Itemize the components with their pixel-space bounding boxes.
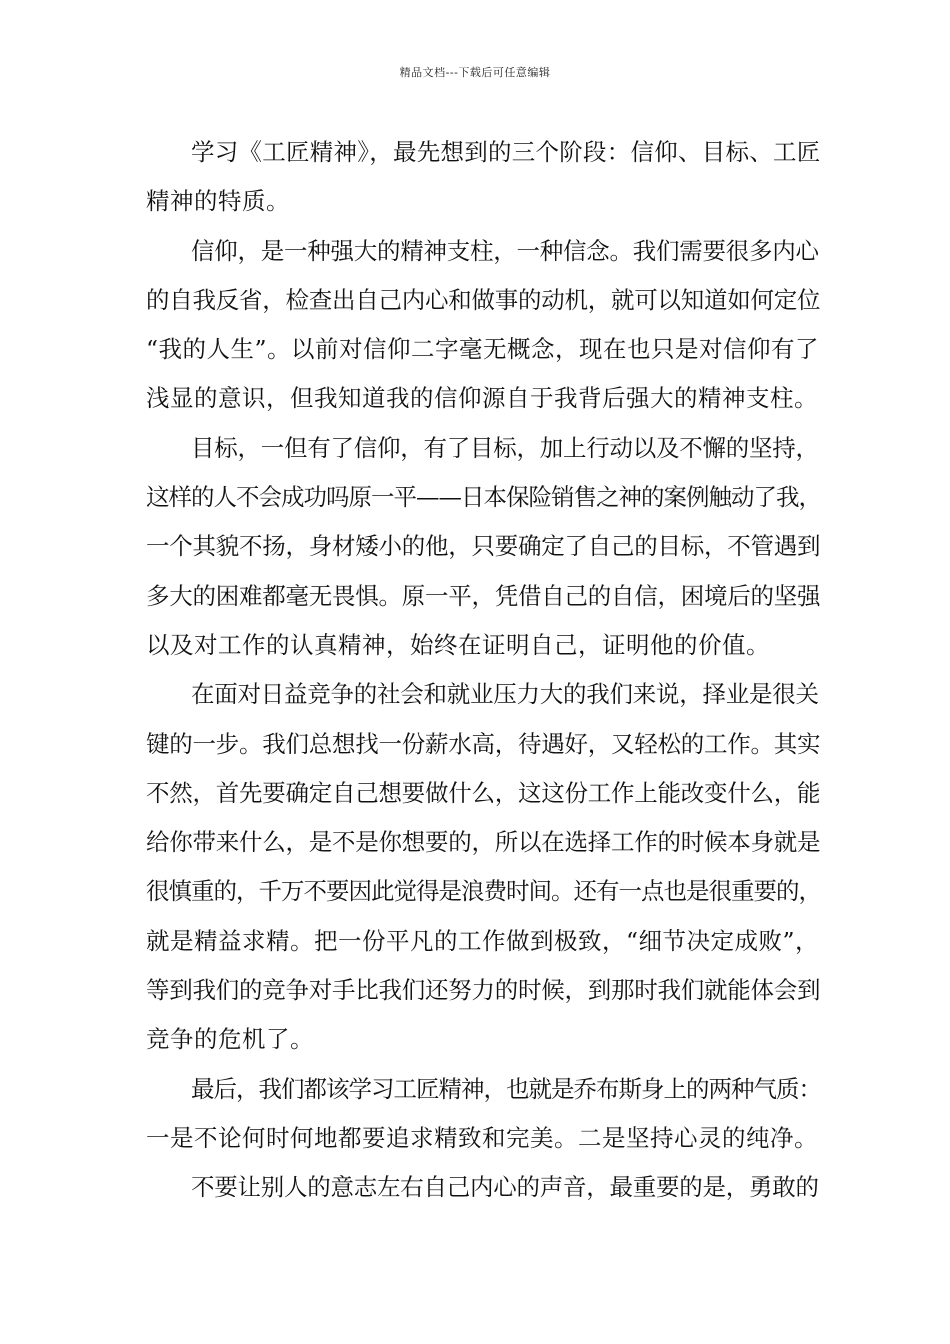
text-line: 不要让别人的意志左右自己内心的声音，最重要的是，勇敢的 [191,1173,819,1202]
text-line: 给你带来什么，是不是你想要的，所以在选择工作的时候本身就是 [146,828,821,857]
text-line: 学习《工匠精神》，最先想到的三个阶段：信仰、目标、工匠 [191,138,821,166]
text-line: 就是精益求精。把一份平凡的工作做到极致，“细节决定成败”， [146,926,820,955]
text-line: 最后，我们都该学习工匠精神，也就是乔布斯身上的两种气质： [191,1074,821,1103]
text-line: 多大的困难都毫无畏惧。原一平，凭借自己的自信，困境后的坚强 [146,581,821,610]
text-line: 信仰，是一种强大的精神支柱，一种信念。我们需要很多内心 [191,236,819,265]
text-line: 目标，一但有了信仰，有了目标，加上行动以及不懈的坚持， [191,433,819,462]
text-line: 精神的特质。 [146,187,290,216]
text-line: 这样的人不会成功吗原一平——日本保险销售之神的案例触动了我， [146,483,821,512]
text-line: 一是不论何时何地都要追求精致和完美。二是坚持心灵的纯净。 [146,1123,818,1152]
text-line: 等到我们的竞争对手比我们还努力的时候，到那时我们就能体会到 [146,976,821,1005]
document-body [146,128,822,1213]
text-line: 以及对工作的认真精神，始终在证明自己，证明他的价值。 [146,630,770,659]
page-header: 精品文档---下载后可任意编辑 [399,66,551,79]
text-line: 很慎重的，千万不要因此觉得是浪费时间。还有一点也是很重要的， [146,877,821,906]
text-line: “我的人生”。以前对信仰二字毫无概念，现在也只是对信仰有了 [146,335,820,364]
text-line: 不然，首先要确定自己想要做什么，这这份工作上能改变什么，能 [146,778,821,807]
text-line: 一个其貌不扬，身材矮小的他，只要确定了自己的目标，不管遇到 [146,532,821,561]
text-line: 的自我反省，检查出自己内心和做事的动机，就可以知道如何定位 [146,285,821,314]
text-line: 在面对日益竞争的社会和就业压力大的我们来说，择业是很关 [191,680,819,709]
text-line: 浅显的意识，但我知道我的信仰源自于我背后强大的精神支柱。 [146,384,818,413]
text-line: 键的一步。我们总想找一份薪水高，待遇好，又轻松的工作。其实 [146,729,821,758]
text-line: 竞争的危机了。 [146,1025,314,1054]
